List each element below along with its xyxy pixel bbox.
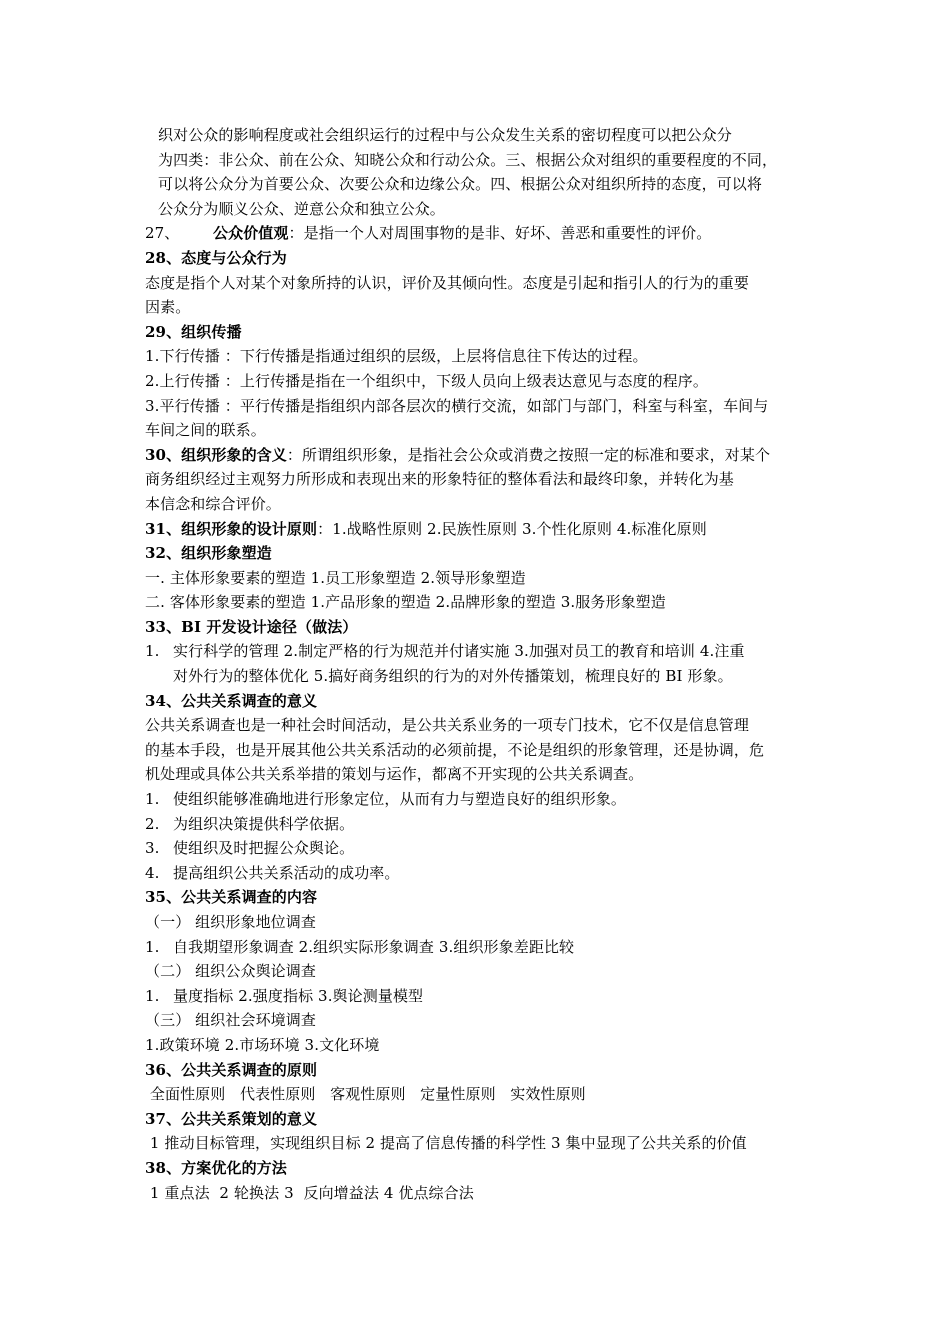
list-text: 使组织及时把握公众舆论。 [173,839,355,858]
subsection-heading: （一） 组织形象地位调查 [145,913,316,931]
paragraph-line: 本信念和综合评价。 [145,494,281,513]
list-text: 为组织决策提供科学依据。 [173,814,355,833]
paragraph-line: 可以将公众分为首要公众、次要公众和边缘公众。四、根据公众对组织所持的态度，可以将 [158,175,763,194]
section-heading-29: 29、组织传播 [145,322,242,341]
item-27 [145,221,810,246]
section-heading-38: 38、方案优化的方法 [145,1158,287,1177]
list-item: 1.下行传播 ：下行传播是指通过组织的层级，上层将信息往下传达的过程。 [145,347,648,366]
paragraph-line: 机处理或具体公共关系举措的策划与运作，都离不开实现的公共关系调查。 [145,765,644,784]
paragraph-line: 织对公众的影响程度或社会组织运行的过程中与公众发生关系的密切程度可以把公众分 [158,126,732,144]
paragraph-line: 商务组织经过主观努力所形成和表现出来的形象特征的整体看法和最终印象，并转化为基 [145,470,734,489]
list-item [145,639,810,664]
list-number: 2. [145,814,160,833]
subsection-heading: （三） 组织社会环境调查 [145,1011,316,1030]
list-number: 3. [145,839,160,858]
list-item: 2.上行传播 ：上行传播是指在一个组织中，下级人员向上级表达意见与态度的程序。 [145,371,708,390]
list-number: 4. [145,863,160,882]
list-text: 自我期望形象调查 2.组织实际形象调查 3.组织形象差距比较 [173,937,575,956]
section-heading-34: 34、公共关系调查的意义 [145,691,318,710]
paragraph-line: 车间之间的联系。 [145,421,266,440]
term-definition: ：是指一个人对周围事物的是非、好坏、善恶和重要性的评价。 [288,224,712,243]
subsection-heading: （二） 组织公众舆论调查 [145,962,316,981]
list-item [145,984,810,1009]
item-31 [145,517,810,542]
section-heading-33: 33、BI 开发设计途径（做法） [145,617,358,636]
term-heading: 公众价值观 [213,224,289,243]
section-heading-30: 30、组织形象的含义 [145,445,287,464]
list-item: 3.平行传播 ：平行传播是指组织内部各层次的横行交流，如部门与部门，科室与科室，车间与 [145,396,769,415]
item-number: 27、 [145,224,180,243]
paragraph-line: 因素。 [145,298,191,317]
list-item: 一. 主体形象要素的塑造 1.员工形象塑造 2.领导形象塑造 [145,568,526,587]
list-number: 1. [145,937,160,956]
list-item: 1 推动目标管理，实现组织目标 2 提高了信息传播的科学性 3 集中显现了公共关系的价值 [145,1134,747,1153]
list-text: 实行科学的管理 2.制定严格的行为规范并付诸实施 3.加强对员工的教育和培训 4.注重 [173,642,745,661]
list-item [145,935,810,960]
document-page [145,123,810,1205]
paragraph-line: 的基本手段，也是开展其他公共关系活动的必须前提，不论是组织的形象管理，还是协调，危 [145,740,765,759]
principles-text: ：1.战略性原则 2.民族性原则 3.个性化原则 4.标准化原则 [317,519,707,538]
paragraph-line: 公众分为顺义公众、逆意公众和独立公众。 [158,199,445,218]
list-text: 提高组织公共关系活动的成功率。 [173,863,400,882]
section-heading-32: 32、组织形象塑造 [145,544,272,563]
paragraph-line: 态度是指个人对某个对象所持的认识，评价及其倾向性。态度是引起和指引人的行为的重要 [145,273,750,292]
list-item [145,787,810,812]
list-item: 1 重点法 2 轮换法 3 反向增益法 4 优点综合法 [145,1183,474,1202]
list-item [145,812,810,837]
section-heading-35: 35、公共关系调查的内容 [145,888,318,907]
list-number: 1. [145,642,160,661]
list-item [145,861,810,886]
section-heading-31: 31、组织形象的设计原则 [145,519,318,538]
item-30 [145,443,810,468]
paragraph-line: 为四类：非公众、前在公众、知晓公众和行动公众。三、根据公众对组织的重要程度的不同， [158,150,778,169]
definition-text: ：所谓组织形象，是指社会公众或消费之按照一定的标准和要求，对某个 [286,445,771,464]
list-text: 量度指标 2.强度指标 3.舆论测量模型 [173,986,424,1005]
paragraph-line: 公共关系调查也是一种社会时间活动，是公共关系业务的一项专门技术，它不仅是信息管理 [145,716,750,735]
list-text: 使组织能够准确地进行形象定位，从而有力与塑造良好的组织形象。 [173,790,627,809]
section-heading-28: 28、态度与公众行为 [145,248,287,267]
list-number: 1. [145,986,160,1005]
list-item: 全面性原则 代表性原则 客观性原则 定量性原则 实效性原则 [145,1085,586,1104]
section-heading-37: 37、公共关系策划的意义 [145,1109,318,1128]
section-heading-36: 36、公共关系调查的原则 [145,1060,318,1079]
list-item: 二. 客体形象要素的塑造 1.产品形象的塑造 2.品牌形象的塑造 3.服务形象塑造 [145,593,666,612]
paragraph-line: 对外行为的整体优化 5.搞好商务组织的行为的对外传播策划，梳理良好的 BI 形象。 [173,667,733,686]
list-item: 1.政策环境 2.市场环境 3.文化环境 [145,1035,380,1054]
list-number: 1. [145,790,160,809]
list-item [145,836,810,861]
